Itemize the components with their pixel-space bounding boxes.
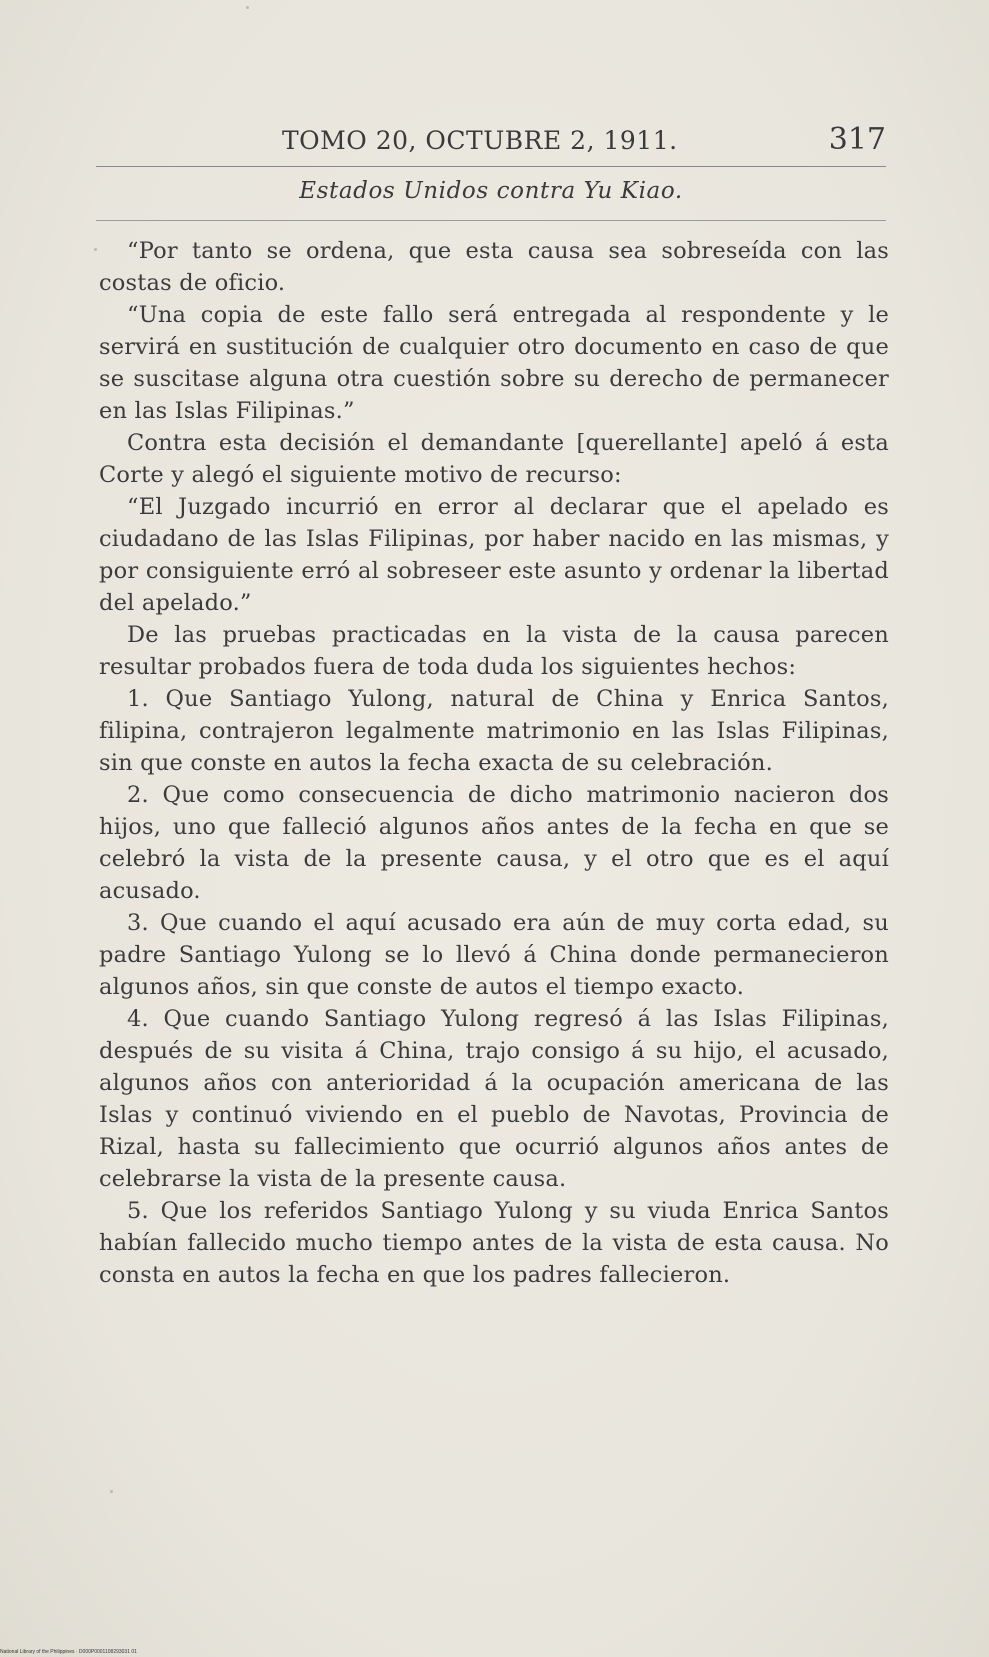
paragraph: 2. Que como consecuencia de dicho matrimonio nacieron dos hijos, uno que falleció algunos años antes de la fecha en que se celebró la vista de la presente causa, y el otro que es el aquí acusado.	[99, 782, 889, 904]
paragraph: 1. Que Santiago Yulong, natural de China y Enrica Santos, filipina, contrajeron legalmente matrimonio en las Islas Filipinas, sin que conste en autos la fecha exacta de su celebración.	[99, 686, 889, 776]
body-text	[99, 235, 889, 1291]
paragraph: Contra esta decisión el demandante [querellante] apeló á esta Corte y alegó el siguiente motivo de recurso:	[99, 430, 889, 488]
header-rule	[96, 166, 886, 167]
paragraph: 4. Que cuando Santiago Yulong regresó á las Islas Filipinas, después de su visita á China, trajo consigo á su hijo, el acusado, algunos años con anterioridad á la ocupación americana de las Islas y continuó viviendo en el pueblo de Navotas, Provincia de Rizal, hasta su fallecimiento que ocurrió algunos años antes de celebrarse la vista de la presente causa.	[99, 1006, 889, 1192]
paragraph: 5. Que los referidos Santiago Yulong y su viuda Enrica Santos habían fallecido mucho tiempo antes de la vista de esta causa. No consta en autos la fecha en que los padres fallecieron.	[99, 1198, 889, 1288]
page-header	[96, 118, 886, 166]
paragraph: 3. Que cuando el aquí acusado era aún de muy corta edad, su padre Santiago Yulong se lo llevó á China donde permanecieron algunos años, sin que conste de autos el tiempo exacto.	[99, 910, 889, 1000]
paper-speck	[246, 6, 249, 9]
paragraph: “Por tanto se ordena, que esta causa sea sobreseída con las costas de oficio.	[99, 238, 889, 296]
paragraph: De las pruebas practicadas en la vista de la causa parecen resultar probados fuera de toda duda los siguientes hechos:	[99, 622, 889, 680]
running-head: TOMO 20, OCTUBRE 2, 1911.	[282, 126, 678, 155]
case-title-rule	[96, 220, 886, 221]
paragraph: “El Juzgado incurrió en error al declarar que el apelado es ciudadano de las Islas Filipinas, por haber nacido en las mismas, y por consiguiente erró al sobreseer este asunto y ordenar la libertad del apelado.”	[99, 494, 889, 616]
paper-speck	[110, 1490, 113, 1493]
case-title: Estados Unidos contra Yu Kiao.	[299, 178, 683, 204]
page-number: 317	[828, 122, 886, 157]
paper-speck	[94, 248, 97, 251]
scan-footer: National Library of the Philippines · D000P0001108293031 01	[0, 1649, 137, 1655]
paragraph: “Una copia de este fallo será entregada al respondente y le servirá en sustitución de cualquier otro documento en caso de que se suscitase alguna otra cuestión sobre su derecho de permanecer en las Islas Filipinas.”	[99, 302, 889, 424]
